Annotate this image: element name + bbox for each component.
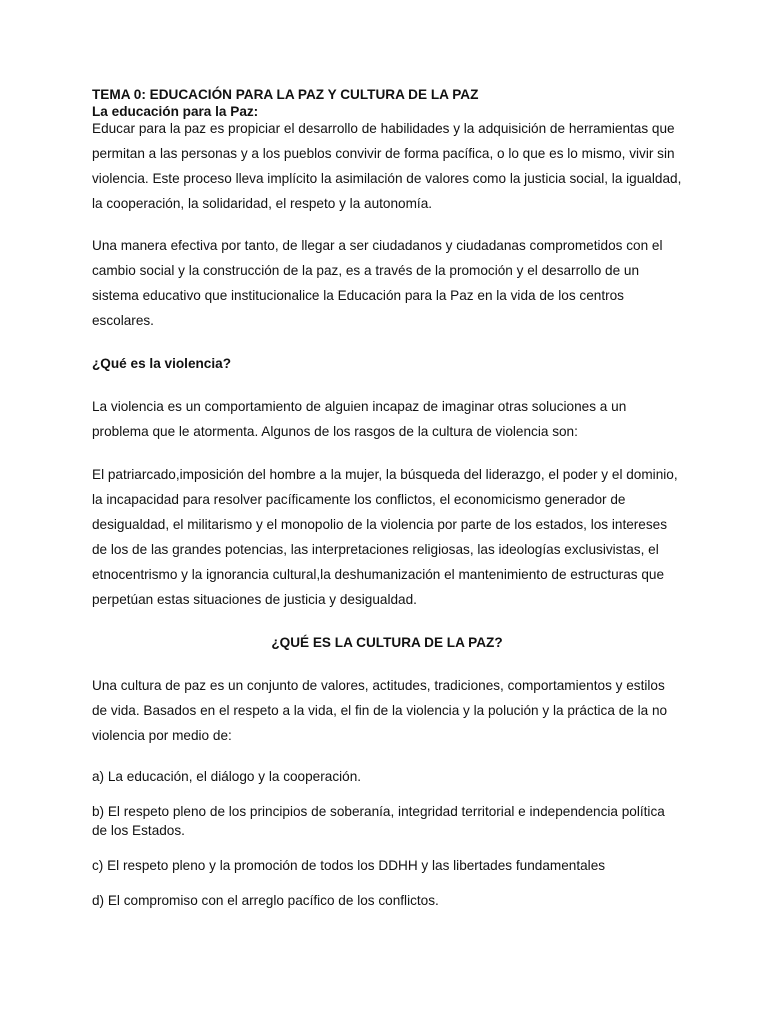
section-heading-violencia: ¿Qué es la violencia? <box>92 356 232 371</box>
list-item-c: c) El respeto pleno y la promoción de todos los DDHH y las libertades fundamentales <box>92 858 606 873</box>
paragraph-cultura-paz: Una cultura de paz es un conjunto de valores, actitudes, tradiciones, comportamientos y estilos de vida. Basados en el respeto a la vida, el fin de la violencia y la polución y la práctica de la no violencia por medio de: <box>92 678 668 743</box>
document-title: TEMA 0: EDUCACIÓN PARA LA PAZ Y CULTURA DE LA PAZ <box>92 87 479 102</box>
section-heading-educacion: La educación para la Paz: <box>92 104 259 119</box>
list-item-d: d) El compromiso con el arreglo pacífico de los conflictos. <box>92 893 439 908</box>
document-page <box>92 86 682 910</box>
list-item-b: b) El respeto pleno de los principios de soberanía, integridad territorial e independencia política de los Estados. <box>92 804 665 838</box>
section-heading-cultura-paz: ¿QUÉ ES LA CULTURA DE LA PAZ? <box>271 635 503 650</box>
paragraph-violencia: La violencia es un comportamiento de alguien incapaz de imaginar otras soluciones a un problema que le atormenta. Algunos de los rasgos de la cultura de violencia son: <box>92 399 627 439</box>
paragraph-manera-efectiva: Una manera efectiva por tanto, de llegar a ser ciudadanos y ciudadanas comprometidos con el cambio social y la construcción de la paz, es a través de la promoción y el desarrollo de un sistema educativo que institucionalice la Educación para la Paz en la vida de los centros escolares. <box>92 238 663 328</box>
paragraph-rasgos: El patriarcado,imposición del hombre a la mujer, la búsqueda del liderazgo, el poder y el dominio, la incapacidad para resolver pacíficamente los conflictos, el economicismo generador de desigualdad, el militarismo y el monopolio de la violencia por parte de los estados, los intereses de los de las grandes potencias, las interpretaciones religiosas, las ideologías exclusivistas, el etnocentrismo y la ignorancia cultural,la deshumanización el mantenimiento de estructuras que perpetúan estas situaciones de justicia y desigualdad. <box>92 467 678 607</box>
list-item-a: a) La educación, el diálogo y la cooperación. <box>92 769 362 784</box>
paragraph-educar: Educar para la paz es propiciar el desarrollo de habilidades y la adquisición de herramientas que permitan a las personas y a los pueblos convivir de forma pacífica, o lo que es lo mismo, vivir sin violencia. Este proceso lleva implícito la asimilación de valores como la justicia social, la igualdad, la cooperación, la solidaridad, el respeto y la autonomía. <box>92 121 682 211</box>
